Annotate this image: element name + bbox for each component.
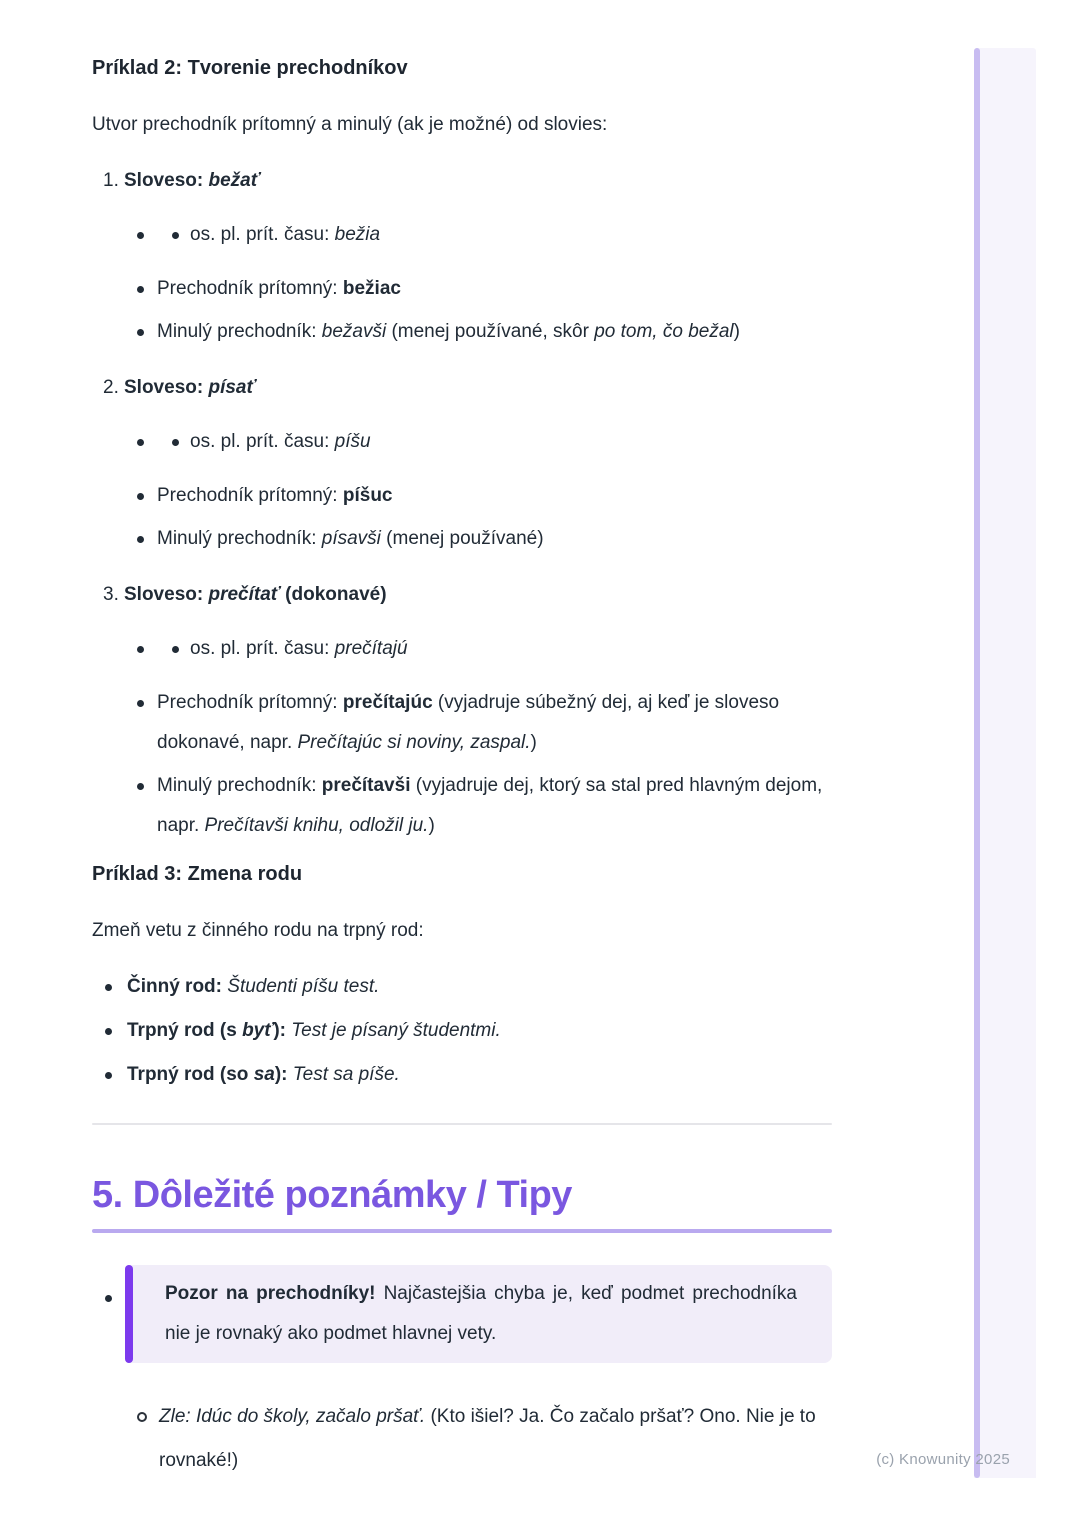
example2-heading: Príklad 2: Tvorenie prechodníkov: [92, 57, 408, 79]
example3-passive-byt: Trpný rod (s byť): Test je písaný študentmi.: [127, 1020, 501, 1041]
bullet-icon: [137, 783, 144, 790]
verb-1-title-row: [92, 161, 832, 201]
example3-row-active: [92, 967, 832, 1007]
bullet-icon: [137, 493, 144, 500]
hollow-bullet-icon: [137, 1412, 147, 1422]
bullet-icon: [105, 1072, 112, 1079]
bullet-icon: [137, 646, 144, 653]
verb-3-title: Sloveso: prečítať (dokonavé): [124, 584, 387, 605]
nested-bullet-icon: [172, 439, 179, 446]
list-number: 2.: [103, 377, 119, 398]
bad-example-text: Zle: Idúc do školy, začalo pršať. (Kto išiel? Ja. Čo začalo pršať? Ono. Nie je to rovnaké!): [159, 1406, 816, 1471]
verb-2-form-note-row: [92, 422, 832, 462]
verb-2-form-note: os. pl. prít. času: píšu: [190, 431, 371, 452]
tips-callout-row: [92, 1265, 832, 1363]
verb-item-2: [92, 368, 832, 559]
example2-intro: Utvor prechodník prítomný a minulý (ak je možné) od slovies:: [92, 114, 608, 135]
verb-1-past: Minulý prechodník: bežavši (menej používané, skôr po tom, čo bežal): [157, 321, 740, 342]
page-edge-band: [974, 48, 1036, 1478]
callout-accent-bar: [125, 1265, 133, 1363]
warning-callout-text: Pozor na prechodníky! Najčastejšia chyba je, keď podmet prechodníka nie je rovnaký ako podmet hlavnej vety.: [165, 1283, 797, 1344]
warning-callout: [125, 1265, 832, 1363]
bullet-icon: [137, 700, 144, 707]
verb-item-1: [92, 161, 832, 352]
verb-1-form-note: os. pl. prít. času: bežia: [190, 224, 381, 245]
bullet-icon: [137, 329, 144, 336]
example3-heading: Príklad 3: Zmena rodu: [92, 863, 303, 885]
bullet-icon: [137, 536, 144, 543]
document-body: [92, 48, 832, 1483]
section-divider: [92, 1123, 832, 1125]
verb-2-title-row: [92, 368, 832, 408]
verb-1-title: Sloveso: bežať: [124, 170, 260, 191]
verb-3-form-note: os. pl. prít. času: prečítajú: [190, 638, 408, 659]
verb-item-3: [92, 575, 832, 846]
nested-bullet-icon: [172, 232, 179, 239]
tips-heading-underline: [92, 1229, 832, 1233]
verb-2-present-row: [92, 476, 832, 516]
verb-3-present: Prechodník prítomný: prečítajúc (vyjadruje súbežný dej, aj keď je sloveso dokonavé, napr. Prečítajúc si noviny, zaspal.): [157, 692, 780, 753]
verb-3-past: Minulý prechodník: prečítavši (vyjadruje dej, ktorý sa stal pred hlavným dejom, napr. Prečítavši knihu, odložil ju.): [157, 775, 823, 836]
verb-1-past-row: [92, 312, 832, 352]
example3-active-voice: Činný rod: Študenti píšu test.: [127, 976, 380, 997]
list-number: 3.: [103, 584, 119, 605]
verb-3-past-row: [92, 766, 832, 846]
verb-1-present: Prechodník prítomný: bežiac: [157, 278, 401, 299]
verb-1-present-row: [92, 269, 832, 309]
bullet-icon: [105, 984, 112, 991]
bullet-icon: [137, 439, 144, 446]
bullet-icon: [137, 232, 144, 239]
verb-3-title-row: [92, 575, 832, 615]
verb-2-past: Minulý prechodník: písavši (menej používané): [157, 528, 544, 549]
verb-2-title: Sloveso: písať: [124, 377, 256, 398]
verb-2-present: Prechodník prítomný: píšuc: [157, 485, 393, 506]
page-edge-scroll-line: [974, 48, 980, 1478]
example3-row-passive-sa: [92, 1055, 832, 1095]
example3-row-passive-byt: [92, 1011, 832, 1051]
nested-bullet-icon: [172, 646, 179, 653]
copyright-notice: (c) Knowunity 2025: [876, 1451, 1010, 1468]
bullet-icon: [105, 1028, 112, 1035]
bad-example-row: [92, 1395, 832, 1483]
example3-passive-sa: Trpný rod (so sa): Test sa píše.: [127, 1064, 400, 1085]
tips-section-heading: 5. Dôležité poznámky / Tipy: [92, 1174, 572, 1216]
list-number: 1.: [103, 170, 119, 191]
example3-intro: Zmeň vetu z činného rodu na trpný rod:: [92, 920, 424, 941]
verb-3-present-row: [92, 683, 832, 763]
verb-3-form-note-row: [92, 629, 832, 669]
bullet-icon: [137, 286, 144, 293]
verb-1-form-note-row: [92, 215, 832, 255]
verb-2-past-row: [92, 519, 832, 559]
bullet-icon: [105, 1295, 112, 1302]
